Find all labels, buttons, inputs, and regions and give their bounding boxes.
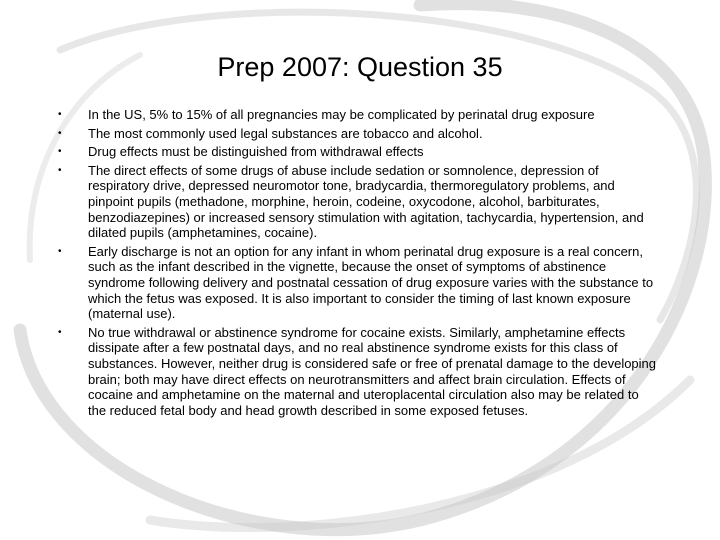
bullet-icon: •: [58, 109, 62, 120]
bullet-text: No true withdrawal or abstinence syndrome for cocaine exists. Similarly, amphetamine effects dissipate after a few postnatal days, and no real abstinence syndrome exists for this class of substances. However, neither drug is considered safe or free of prenatal damage to the developing brain; both may have direct effects on neurotransmitters and affect brain circulation. Effects of cocaine and amphetamine on the maternal and uteroplacental circulation also may be related to the reduced fetal body and head growth described in some exposed fetuses.: [88, 324, 657, 418]
bullet-list: [58, 107, 658, 418]
bullet-text: Drug effects must be distinguished from withdrawal effects: [88, 144, 424, 160]
bullet-text: The most commonly used legal substances are tobacco and alcohol.: [88, 125, 483, 141]
bullet-icon: •: [58, 326, 62, 338]
bullet-item: [58, 244, 658, 322]
bullet-text: Early discharge is not an option for any infant in whom perinatal drug exposure is a real concern, such as the infant described in the vignette, because the onset of symptoms of abstinence syndrome following delivery and postnatal cessation of drug exposure varies with the substance to which the fetus was exposed. It is also important to consider the timing of last known exposure (maternal use).: [88, 243, 654, 322]
bullet-text: The direct effects of some drugs of abuse include sedation or somnolence, depression of respiratory drive, depressed neuromotor tone, bradycardia, thermoregulatory problems, and pinpoint pupils (methadone, morphine, heroin, codeine, oxycodone, alcohol, barbiturates, benzodiazepines) or increased sensory stimulation with agitation, tachycardia, hypertension, and dilated pupils (amphetamines, cocaine).: [88, 162, 644, 241]
bullet-icon: •: [58, 164, 62, 176]
bullet-item: [58, 144, 658, 160]
bullet-icon: •: [58, 245, 62, 257]
slide-title: Prep 2007: Question 35: [217, 52, 503, 82]
bullet-item: [58, 107, 658, 123]
bullet-icon: •: [58, 127, 62, 139]
bullet-item: [58, 126, 658, 142]
bullet-text: In the US, 5% to 15% of all pregnancies may be complicated by perinatal drug exposure: [88, 107, 595, 122]
bullet-icon: •: [58, 146, 62, 158]
bullet-item: [58, 163, 658, 241]
bullet-item: [58, 325, 658, 419]
